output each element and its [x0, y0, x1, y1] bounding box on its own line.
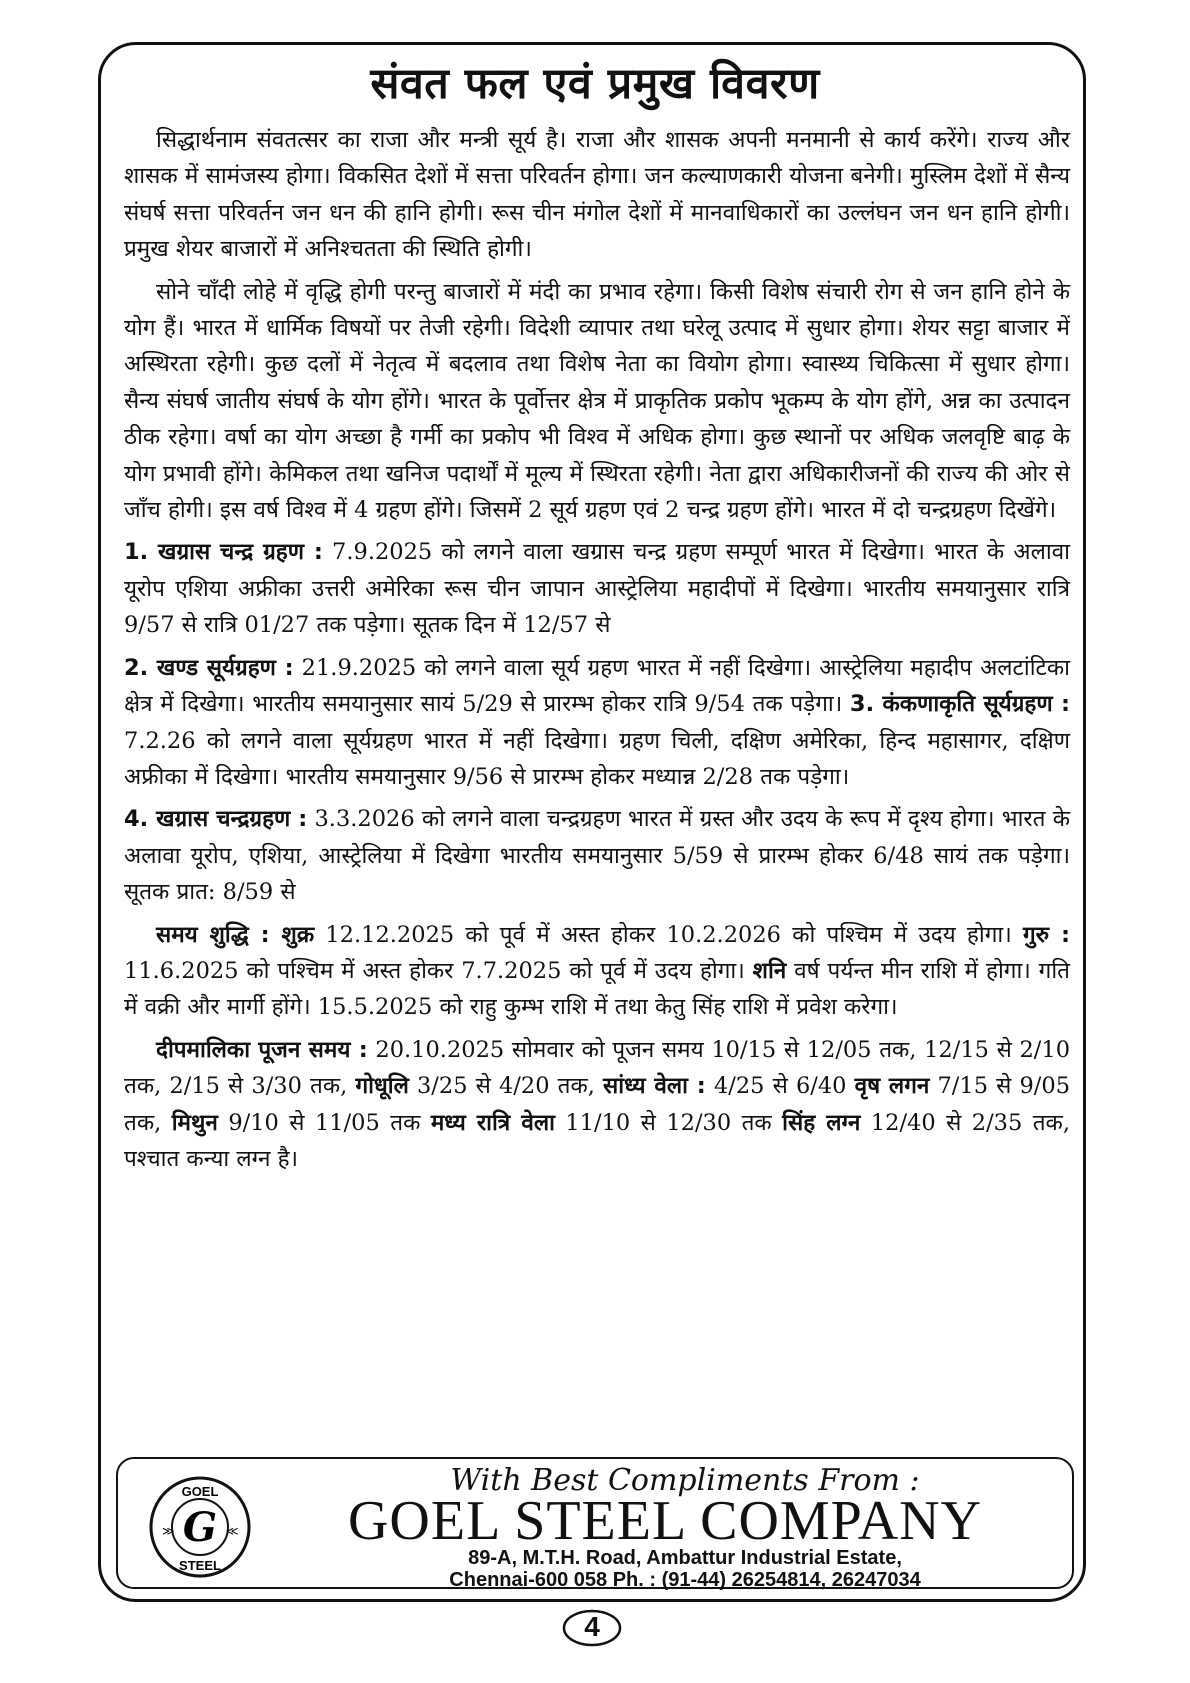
diwali-text-3: 4/25 से 6/40: [705, 1073, 855, 1100]
diwali-text-1: 20.10.2025 सोमवार को पूजन समय 10/15 से 12/05 तक, 12/15 से 2/10 तक, 2/15 से 3/30 तक,: [124, 1036, 1071, 1100]
madhya-label: मध्य रात्रि वेला: [430, 1109, 555, 1136]
svg-text:≫: ≫: [162, 1524, 175, 1538]
svg-text:STEEL: STEEL: [179, 1558, 221, 1573]
ad-address: [318, 1547, 1052, 1591]
ad-address-line-2: Chennai-600 058 Ph. : (91-44) 26254814, 26247034: [449, 1569, 921, 1591]
diwali-heading: दीपमालिका पूजन समय :: [156, 1036, 368, 1063]
eclipse-3-text: 7.2.26 को लगने वाला सूर्यग्रहण भारत में नहीं दिखेगा। ग्रहण चिली, दक्षिण अमेरिका, हिन्द महासागर, दक्षिण अफ्रीका में दिखेगा। भारतीय समयानुसार 9/56 से प्रारम्भ होकर मध्यान्न 2/28 तक पड़ेगा।: [124, 727, 1070, 790]
company-seal-logo: [148, 1475, 252, 1579]
diwali-text-4: 7/15 से 9/05 तक,: [124, 1073, 1071, 1136]
diwali-text-2: 3/25 से 4/20 तक,: [408, 1073, 604, 1100]
eclipse-1: [124, 534, 1070, 643]
eclipse-2-text: 21.9.2025 को लगने वाला सूर्य ग्रहण भारत में नहीं दिखेगा। आस्ट्रेलिया महादीप अलटांटिका क्षेत्र में दिखेगा। भारतीय समयानुसार सायं 5/29 से प्रारम्भ होकर रात्रि 9/54 तक पड़ेगा।: [124, 654, 1070, 718]
article-body: [124, 122, 1070, 1183]
diwali-puja-timing: [124, 1032, 1070, 1178]
paragraph-intro: सिद्धार्थनाम संवतत्सर का राजा और मन्त्री सूर्य है। राजा और शासक अपनी मनमानी से कार्य करेंगे। राज्य और शासक में सामंजस्य होगा। विकसित देशों में सत्ता परिवर्तन होगा। जन कल्याणकारी योजना बनेगी। मुस्लिम देशों में सैन्य संघर्ष सत्ता परिवर्तन जन धन की हानि होगी। रूस चीन मंगोल देशों में मानवाधिकारों का उल्लंघन जन धन हानि होगी। प्रमुख शेयर बाजारों में अनिश्चतता की स्थिति होगी।: [124, 127, 1070, 263]
guru-label: गुरु :: [1022, 921, 1070, 948]
svg-text:GOEL: GOEL: [181, 1484, 219, 1499]
eclipse-2-3: [124, 650, 1070, 796]
svg-text:≪: ≪: [226, 1524, 239, 1538]
ad-company-name: GOEL STEEL COMPANY: [347, 1490, 983, 1552]
page-number: 4: [584, 1611, 600, 1642]
planet-timing-heading: समय शुद्धि : शुक्र: [156, 921, 315, 948]
mithun-label: मिथुन: [171, 1109, 218, 1136]
planet-timing-text-1: 12.12.2025 को पूर्व में अस्त होकर 10.2.2026 को पश्चिम में उदय होगा।: [314, 921, 1023, 948]
eclipse-2-heading: 2. खण्ड सूर्यग्रहण :: [124, 654, 294, 681]
planet-timing-text-2: 11.6.2025 को पश्चिम में अस्त होकर 7.7.2025 को पूर्व में उदय होगा।: [124, 957, 753, 984]
eclipse-1-text: 7.9.2025 को लगने वाला खग्रास चन्द्र ग्रहण सम्पूर्ण भारत में दिखेगा। भारत के अलावा यूरोप एशिया अफ्रीका उत्तरी अमेरिका रूस चीन जापान आस्ट्रेलिया महादीपों में दिखेगा। भारतीय समयानुसार रात्रि 9/57 से रात्रि 01/27 तक पड़ेगा। सूतक दिन में 12/57 से: [124, 539, 1070, 639]
sandhya-label: सांध्य वेला :: [603, 1073, 706, 1100]
singh-label: सिंह लग्न: [782, 1109, 861, 1136]
svg-text:G: G: [182, 1504, 218, 1551]
planet-timing-text-3: वर्ष पर्यन्त मीन राशि में होगा। गति में वक्री और मार्गी होंगे। 15.5.2025 को राहु कुम्भ राशि में तथा केतु सिंह राशि में प्रवेश करेगा।: [124, 957, 1070, 1021]
ad-tagline: With Best Compliments From :: [450, 1463, 920, 1498]
diwali-text-7: 12/40 से 2/35 तक, पश्चात कन्या लग्न है।: [124, 1109, 1070, 1172]
vrish-label: वृष लगन: [854, 1073, 930, 1100]
diwali-text-6: 11/10 से 12/30 तक: [554, 1109, 783, 1136]
godhuli-label: गोधूलि: [355, 1073, 409, 1100]
eclipse-4: [124, 801, 1070, 910]
diwali-text-5: 9/10 से 11/05 तक: [217, 1109, 431, 1136]
eclipse-3-heading: 3. कंकणाकृति सूर्यग्रहण :: [849, 691, 1070, 718]
ad-address-line-1: 89-A, M.T.H. Road, Ambattur Industrial Estate,: [468, 1547, 902, 1569]
paragraph-predictions: सोने चाँदी लोहे में वृद्धि होगी परन्तु बाजारों में मंदी का प्रभाव रहेगा। किसी विशेष संचारी रोग से जन हानि होने के योग हैं। भारत में धार्मिक विषयों पर तेजी रहेगी। विदेशी व्यापार तथा घरेलू उत्पाद में सुधार होगा। शेयर सट्टा बाजार में अस्थिरता रहेगी। कुछ दलों में नेतृत्व में बदलाव तथा विशेष नेता का वियोग होगा। स्वास्थ्य चिकित्सा में सुधार होगा। सैन्य संघर्ष जातीय संघर्ष के योग होंगे। भारत के पूर्वोत्तर क्षेत्र में प्राकृतिक प्रकोप भूकम्प के योग होंगे, अन्न का उत्पादन ठीक रहेगा। वर्षा का योग अच्छा है गर्मी का प्रकोप भी विश्व में अधिक होगा। कुछ स्थानों पर अधिक जलवृष्टि बाढ़ के योग प्रभावी होंगे। केमिकल तथा खनिज पदार्थों में मूल्य में स्थिरता रहेगी। नेता द्वारा अधिकारीजनों की राज्य की ओर से जाँच होगी। इस वर्ष विश्व में 4 ग्रहण होंगे। जिसमें 2 सूर्य ग्रहण एवं 2 चन्द्र ग्रहण होंगे। भारत में दो चन्द्रग्रहण दिखेंगे।: [124, 278, 1070, 524]
planet-timing: [124, 917, 1070, 1026]
eclipse-1-heading: 1. खग्रास चन्द्र ग्रहण :: [124, 539, 323, 566]
eclipse-4-heading: 4. खग्रास चन्द्रग्रहण :: [124, 806, 308, 833]
page-title: संवत फल एवं प्रमुख विवरण: [370, 59, 820, 109]
eclipse-4-text: 3.3.2026 को लगने वाला चन्द्रग्रहण भारत में ग्रस्त और उदय के रूप में दृश्य होगा। भारत के अलावा यूरोप, एशिया, आस्ट्रेलिया में दिखेगा भारतीय समयानुसार 5/59 से प्रारम्भ होकर 6/48 सायं तक पड़ेगा। सूतक प्रात: 8/59 से: [124, 806, 1070, 906]
shani-label: शनि: [752, 957, 787, 984]
advertisement-box: [116, 1457, 1074, 1589]
